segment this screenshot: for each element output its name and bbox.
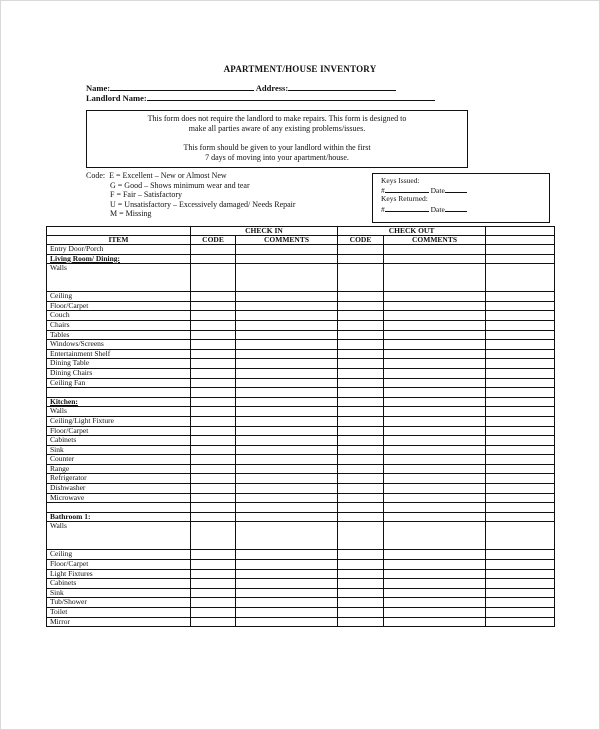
- item-cell: Ceiling Fan: [47, 378, 191, 388]
- code-out-header: CODE: [338, 236, 384, 245]
- item-cell: Dining Chairs: [47, 368, 191, 378]
- comments-out-cell[interactable]: [384, 598, 486, 608]
- item-cell: Refrigerator: [47, 474, 191, 484]
- item-cell: Ceiling/Light Fixture: [47, 416, 191, 426]
- extra-cell[interactable]: [486, 550, 555, 560]
- code-in-cell[interactable]: [191, 368, 236, 378]
- code-in-cell[interactable]: [191, 503, 236, 513]
- comments-out-cell[interactable]: [384, 608, 486, 618]
- item-cell: Floor/Carpet: [47, 426, 191, 436]
- keys-returned-label: Keys Returned:: [381, 194, 428, 203]
- comments-out-cell[interactable]: [384, 330, 486, 340]
- comments-out-cell[interactable]: [384, 569, 486, 579]
- code-out-cell[interactable]: [338, 445, 384, 455]
- comments-in-cell[interactable]: [236, 579, 338, 589]
- table-row: [47, 264, 555, 292]
- table-row: [47, 368, 555, 378]
- comments-in-cell[interactable]: [236, 311, 338, 321]
- code-in-cell[interactable]: [191, 264, 236, 292]
- table-row: [47, 588, 555, 598]
- comments-in-header: COMMENTS: [236, 236, 338, 245]
- code-out-cell[interactable]: [338, 464, 384, 474]
- code-out-cell[interactable]: [338, 512, 384, 522]
- table-row: [47, 254, 555, 264]
- comments-out-header: COMMENTS: [384, 236, 486, 245]
- code-good: G = Good – Shows minimum wear and tear: [86, 180, 250, 190]
- keys-issued-label: Keys Issued:: [381, 176, 420, 185]
- item-cell: Mirror: [47, 617, 191, 627]
- code-in-header: CODE: [191, 236, 236, 245]
- code-out-cell[interactable]: [338, 598, 384, 608]
- item-cell: Entry Door/Porch: [47, 245, 191, 255]
- item-cell: Range: [47, 464, 191, 474]
- extra-cell[interactable]: [486, 455, 555, 465]
- code-out-cell[interactable]: [338, 349, 384, 359]
- comments-in-cell[interactable]: [236, 254, 338, 264]
- item-cell: Cabinets: [47, 579, 191, 589]
- code-out-cell[interactable]: [338, 503, 384, 513]
- comments-in-cell[interactable]: [236, 301, 338, 311]
- code-in-cell[interactable]: [191, 464, 236, 474]
- extra-cell[interactable]: [486, 426, 555, 436]
- landlord-label: Landlord Name:: [86, 93, 147, 103]
- comments-in-cell[interactable]: [236, 397, 338, 407]
- comments-in-cell[interactable]: [236, 512, 338, 522]
- comments-in-cell[interactable]: [236, 245, 338, 255]
- code-in-cell[interactable]: [191, 484, 236, 494]
- extra-cell[interactable]: [486, 588, 555, 598]
- comments-out-cell[interactable]: [384, 320, 486, 330]
- item-cell: Tub/Shower: [47, 598, 191, 608]
- code-out-cell[interactable]: [338, 359, 384, 369]
- item-cell: Cabinets: [47, 436, 191, 446]
- keys-box: [372, 173, 550, 223]
- extra-cell[interactable]: [486, 569, 555, 579]
- table-row: [47, 550, 555, 560]
- extra-cell[interactable]: [486, 378, 555, 388]
- code-in-cell[interactable]: [191, 292, 236, 302]
- code-in-cell[interactable]: [191, 340, 236, 350]
- comments-out-cell[interactable]: [384, 416, 486, 426]
- table-row: [47, 378, 555, 388]
- table-row: [47, 320, 555, 330]
- comments-out-cell[interactable]: [384, 340, 486, 350]
- code-out-cell[interactable]: [338, 474, 384, 484]
- item-cell: Living Room/ Dining:: [47, 254, 191, 264]
- keys-returned-date-label: Date: [430, 205, 445, 214]
- comments-in-cell[interactable]: [236, 445, 338, 455]
- table-row: [47, 436, 555, 446]
- keys-issued-date-label: Date: [430, 186, 445, 195]
- table-row: [47, 484, 555, 494]
- table-row: [47, 569, 555, 579]
- comments-out-cell[interactable]: [384, 445, 486, 455]
- code-in-cell[interactable]: [191, 245, 236, 255]
- extra-cell[interactable]: [486, 301, 555, 311]
- table-row: [47, 330, 555, 340]
- extra-cell[interactable]: [486, 292, 555, 302]
- comments-in-cell[interactable]: [236, 464, 338, 474]
- code-out-cell[interactable]: [338, 407, 384, 417]
- item-cell: Chairs: [47, 320, 191, 330]
- table-row: [47, 464, 555, 474]
- item-cell: Dishwasher: [47, 484, 191, 494]
- code-out-cell[interactable]: [338, 426, 384, 436]
- table-row: [47, 388, 555, 398]
- item-cell: Walls: [47, 522, 191, 550]
- code-out-cell[interactable]: [338, 484, 384, 494]
- item-cell: Light Fixtures: [47, 569, 191, 579]
- item-cell: Tables: [47, 330, 191, 340]
- code-out-cell[interactable]: [338, 416, 384, 426]
- item-cell: Toilet: [47, 608, 191, 618]
- comments-in-cell[interactable]: [236, 522, 338, 550]
- comments-out-cell[interactable]: [384, 359, 486, 369]
- code-unsatisfactory: U = Unsatisfactory – Excessively damaged/ Needs Repair: [86, 199, 296, 209]
- code-in-cell[interactable]: [191, 493, 236, 503]
- table-row: [47, 416, 555, 426]
- item-cell: Dining Table: [47, 359, 191, 369]
- code-in-cell[interactable]: [191, 254, 236, 264]
- code-out-cell[interactable]: [338, 388, 384, 398]
- table-header-row-2: [47, 236, 555, 245]
- keys-issued-count-field[interactable]: [385, 185, 429, 193]
- form-title: APARTMENT/HOUSE INVENTORY: [223, 64, 377, 74]
- notice-line-3: This form should be given to your landlord within the first: [183, 143, 371, 152]
- comments-out-cell[interactable]: [384, 311, 486, 321]
- comments-out-cell[interactable]: [384, 407, 486, 417]
- code-out-cell[interactable]: [338, 254, 384, 264]
- item-cell: Couch: [47, 311, 191, 321]
- extra-cell[interactable]: [486, 264, 555, 292]
- comments-out-cell[interactable]: [384, 588, 486, 598]
- code-in-cell[interactable]: [191, 388, 236, 398]
- comments-out-cell[interactable]: [384, 579, 486, 589]
- inventory-body: [47, 245, 555, 627]
- comments-out-cell[interactable]: [384, 292, 486, 302]
- extra-cell[interactable]: [486, 397, 555, 407]
- table-row: [47, 522, 555, 550]
- name-label: Name:: [86, 83, 111, 93]
- code-in-cell[interactable]: [191, 436, 236, 446]
- comments-in-cell[interactable]: [236, 484, 338, 494]
- table-row: [47, 445, 555, 455]
- comments-out-cell[interactable]: [384, 560, 486, 570]
- extra-cell[interactable]: [486, 522, 555, 550]
- comments-in-cell[interactable]: [236, 569, 338, 579]
- comments-out-cell[interactable]: [384, 436, 486, 446]
- extra-cell[interactable]: [486, 474, 555, 484]
- extra-cell[interactable]: [486, 464, 555, 474]
- comments-out-cell[interactable]: [384, 522, 486, 550]
- check-out-header: CHECK OUT: [338, 227, 486, 236]
- code-out-cell[interactable]: [338, 550, 384, 560]
- code-in-cell[interactable]: [191, 550, 236, 560]
- table-row: [47, 617, 555, 627]
- table-row: [47, 349, 555, 359]
- table-header-row-1: [47, 227, 555, 236]
- code-out-cell[interactable]: [338, 608, 384, 618]
- code-out-cell[interactable]: [338, 560, 384, 570]
- comments-in-cell[interactable]: [236, 426, 338, 436]
- table-row: [47, 474, 555, 484]
- table-row: [47, 301, 555, 311]
- keys-returned-count-field[interactable]: [385, 204, 429, 212]
- comments-in-cell[interactable]: [236, 264, 338, 292]
- code-in-cell[interactable]: [191, 378, 236, 388]
- code-out-cell[interactable]: [338, 522, 384, 550]
- comments-out-cell[interactable]: [384, 349, 486, 359]
- extra-cell[interactable]: [486, 503, 555, 513]
- item-header: ITEM: [47, 236, 191, 245]
- address-label: Address:: [255, 83, 289, 93]
- extra-cell[interactable]: [486, 359, 555, 369]
- item-cell: Walls: [47, 407, 191, 417]
- extra-cell[interactable]: [486, 579, 555, 589]
- code-out-cell[interactable]: [338, 378, 384, 388]
- table-row: [47, 359, 555, 369]
- code-out-cell[interactable]: [338, 397, 384, 407]
- comments-in-cell[interactable]: [236, 474, 338, 484]
- comments-in-cell[interactable]: [236, 388, 338, 398]
- comments-out-cell[interactable]: [384, 397, 486, 407]
- notice-box: [86, 110, 468, 168]
- code-out-cell[interactable]: [338, 617, 384, 627]
- code-in-cell[interactable]: [191, 320, 236, 330]
- comments-out-cell[interactable]: [384, 464, 486, 474]
- item-cell: Counter: [47, 455, 191, 465]
- item-cell: Ceiling: [47, 550, 191, 560]
- code-out-cell[interactable]: [338, 330, 384, 340]
- keys-issued-hash: #: [381, 186, 385, 195]
- inventory-table: [46, 226, 555, 627]
- extra-cell[interactable]: [486, 598, 555, 608]
- keys-returned-hash: #: [381, 205, 385, 214]
- comments-in-cell[interactable]: [236, 550, 338, 560]
- item-cell: [47, 503, 191, 513]
- comments-out-cell[interactable]: [384, 512, 486, 522]
- comments-in-cell[interactable]: [236, 503, 338, 513]
- code-out-cell[interactable]: [338, 311, 384, 321]
- extra-cell[interactable]: [486, 349, 555, 359]
- extra-cell[interactable]: [486, 512, 555, 522]
- code-in-cell[interactable]: [191, 560, 236, 570]
- comments-in-cell[interactable]: [236, 359, 338, 369]
- table-row: [47, 512, 555, 522]
- code-in-cell[interactable]: [191, 588, 236, 598]
- extra-cell[interactable]: [486, 245, 555, 255]
- code-excellent: Code: E = Excellent – New or Almost New: [86, 171, 227, 180]
- comments-in-cell[interactable]: [236, 598, 338, 608]
- comments-in-cell[interactable]: [236, 493, 338, 503]
- table-row: [47, 608, 555, 618]
- table-row: [47, 493, 555, 503]
- extra-cell[interactable]: [486, 484, 555, 494]
- comments-in-cell[interactable]: [236, 560, 338, 570]
- code-in-cell[interactable]: [191, 522, 236, 550]
- item-cell: Windows/Screens: [47, 340, 191, 350]
- comments-out-cell[interactable]: [384, 503, 486, 513]
- comments-out-cell[interactable]: [384, 550, 486, 560]
- code-out-cell[interactable]: [338, 264, 384, 292]
- header-blank-2: [486, 227, 555, 236]
- item-cell: Sink: [47, 445, 191, 455]
- code-out-cell[interactable]: [338, 455, 384, 465]
- code-in-cell[interactable]: [191, 311, 236, 321]
- code-in-cell[interactable]: [191, 416, 236, 426]
- table-row: [47, 579, 555, 589]
- code-out-cell[interactable]: [338, 301, 384, 311]
- code-fair: F = Fair – Satisfactory: [86, 190, 183, 199]
- table-row: [47, 311, 555, 321]
- code-in-cell[interactable]: [191, 598, 236, 608]
- extra-cell[interactable]: [486, 560, 555, 570]
- comments-out-cell[interactable]: [384, 301, 486, 311]
- comments-in-cell[interactable]: [236, 407, 338, 417]
- code-out-cell[interactable]: [338, 245, 384, 255]
- comments-out-cell[interactable]: [384, 493, 486, 503]
- table-row: [47, 560, 555, 570]
- comments-in-cell[interactable]: [236, 436, 338, 446]
- code-legend: [86, 171, 296, 219]
- comments-out-cell[interactable]: [384, 264, 486, 292]
- comments-out-cell[interactable]: [384, 617, 486, 627]
- table-row: [47, 598, 555, 608]
- code-in-cell[interactable]: [191, 359, 236, 369]
- comments-in-cell[interactable]: [236, 349, 338, 359]
- table-row: [47, 455, 555, 465]
- extra-cell[interactable]: [486, 445, 555, 455]
- table-row: [47, 407, 555, 417]
- keys-issued-date-field[interactable]: [445, 185, 467, 193]
- extra-cell[interactable]: [486, 311, 555, 321]
- code-in-cell[interactable]: [191, 330, 236, 340]
- table-row: [47, 397, 555, 407]
- item-cell: [47, 388, 191, 398]
- extra-cell[interactable]: [486, 254, 555, 264]
- extra-cell[interactable]: [486, 407, 555, 417]
- comments-in-cell[interactable]: [236, 416, 338, 426]
- extra-cell[interactable]: [486, 608, 555, 618]
- code-in-cell[interactable]: [191, 426, 236, 436]
- code-in-cell[interactable]: [191, 579, 236, 589]
- extra-cell[interactable]: [486, 368, 555, 378]
- code-out-cell[interactable]: [338, 436, 384, 446]
- comments-in-cell[interactable]: [236, 368, 338, 378]
- comments-out-cell[interactable]: [384, 474, 486, 484]
- code-in-cell[interactable]: [191, 512, 236, 522]
- item-cell: Floor/Carpet: [47, 560, 191, 570]
- comments-in-cell[interactable]: [236, 292, 338, 302]
- code-out-cell[interactable]: [338, 579, 384, 589]
- extra-cell[interactable]: [486, 320, 555, 330]
- code-out-cell[interactable]: [338, 569, 384, 579]
- table-row: [47, 426, 555, 436]
- item-cell: Kitchen:: [47, 397, 191, 407]
- extra-cell[interactable]: [486, 493, 555, 503]
- comments-in-cell[interactable]: [236, 330, 338, 340]
- name-field[interactable]: [110, 82, 254, 91]
- code-out-cell[interactable]: [338, 493, 384, 503]
- notice-line-1: This form does not require the landlord to make repairs. This form is designed to: [147, 114, 407, 123]
- table-row: [47, 503, 555, 513]
- comments-out-cell[interactable]: [384, 254, 486, 264]
- comments-in-cell[interactable]: [236, 617, 338, 627]
- comments-in-cell[interactable]: [236, 320, 338, 330]
- code-missing: M = Missing: [86, 209, 152, 218]
- code-out-cell[interactable]: [338, 340, 384, 350]
- code-in-cell[interactable]: [191, 608, 236, 618]
- address-field[interactable]: [288, 82, 396, 91]
- code-out-cell[interactable]: [338, 588, 384, 598]
- table-row: [47, 292, 555, 302]
- comments-in-cell[interactable]: [236, 340, 338, 350]
- item-cell: Floor/Carpet: [47, 301, 191, 311]
- code-in-cell[interactable]: [191, 407, 236, 417]
- notice-line-4: 7 days of moving into your apartment/house.: [205, 153, 349, 162]
- keys-returned-row: [381, 204, 467, 214]
- comments-out-cell[interactable]: [384, 484, 486, 494]
- comments-out-cell[interactable]: [384, 426, 486, 436]
- code-in-cell[interactable]: [191, 445, 236, 455]
- item-cell: Walls: [47, 264, 191, 292]
- notice-line-2: make all parties aware of any existing problems/issues.: [188, 124, 366, 133]
- extra-cell[interactable]: [486, 617, 555, 627]
- landlord-field[interactable]: [147, 92, 435, 101]
- code-out-cell[interactable]: [338, 320, 384, 330]
- comments-out-cell[interactable]: [384, 368, 486, 378]
- extra-cell[interactable]: [486, 416, 555, 426]
- code-in-cell[interactable]: [191, 301, 236, 311]
- extra-header: [486, 236, 555, 245]
- extra-cell[interactable]: [486, 436, 555, 446]
- comments-out-cell[interactable]: [384, 388, 486, 398]
- code-in-cell[interactable]: [191, 569, 236, 579]
- item-cell: Bathroom 1:: [47, 512, 191, 522]
- comments-out-cell[interactable]: [384, 245, 486, 255]
- code-in-cell[interactable]: [191, 474, 236, 484]
- comments-out-cell[interactable]: [384, 455, 486, 465]
- table-row: [47, 340, 555, 350]
- check-in-header: CHECK IN: [191, 227, 338, 236]
- landlord-row: [86, 92, 435, 103]
- comments-in-cell[interactable]: [236, 455, 338, 465]
- extra-cell[interactable]: [486, 388, 555, 398]
- code-out-cell[interactable]: [338, 292, 384, 302]
- item-cell: Microwave: [47, 493, 191, 503]
- keys-returned-date-field[interactable]: [445, 204, 467, 212]
- code-in-cell[interactable]: [191, 617, 236, 627]
- table-row: [47, 245, 555, 255]
- comments-in-cell[interactable]: [236, 378, 338, 388]
- item-cell: Entertainment Shelf: [47, 349, 191, 359]
- item-cell: Sink: [47, 588, 191, 598]
- extra-cell[interactable]: [486, 330, 555, 340]
- extra-cell[interactable]: [486, 340, 555, 350]
- comments-out-cell[interactable]: [384, 378, 486, 388]
- code-out-cell[interactable]: [338, 368, 384, 378]
- comments-in-cell[interactable]: [236, 588, 338, 598]
- code-in-cell[interactable]: [191, 397, 236, 407]
- code-in-cell[interactable]: [191, 349, 236, 359]
- code-in-cell[interactable]: [191, 455, 236, 465]
- comments-in-cell[interactable]: [236, 608, 338, 618]
- header-blank: [47, 227, 191, 236]
- item-cell: Ceiling: [47, 292, 191, 302]
